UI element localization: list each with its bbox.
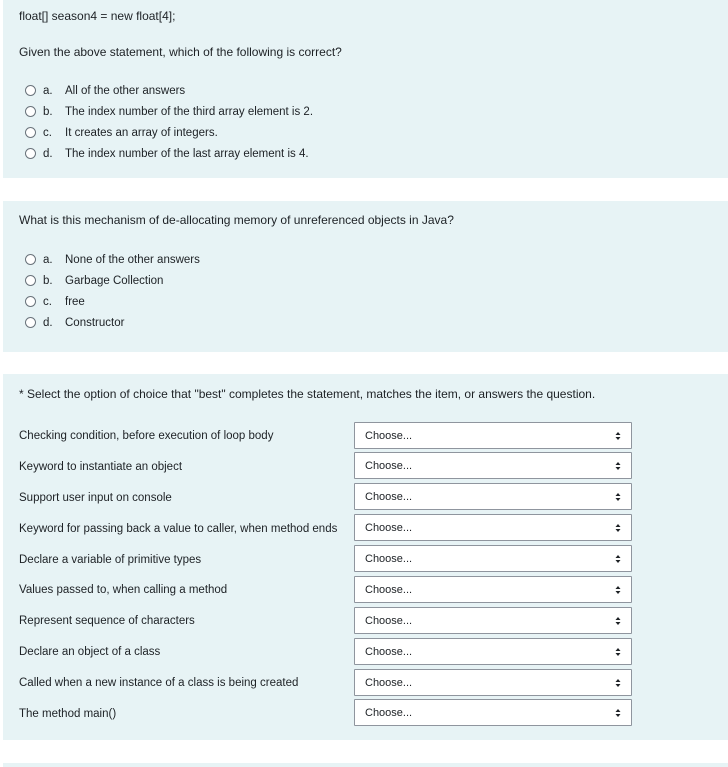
option-letter: d.: [43, 148, 53, 160]
up-down-arrows-icon: [615, 553, 621, 565]
radio-unselected-icon[interactable]: [25, 85, 36, 96]
option-letter: a.: [43, 85, 53, 97]
radio-unselected-icon[interactable]: [25, 275, 36, 286]
option-text: The index number of the third array element is 2.: [65, 106, 314, 118]
match-select-dropdown[interactable]: [354, 607, 632, 634]
match-select-dropdown[interactable]: [354, 514, 632, 541]
up-down-arrows-icon: [615, 707, 621, 719]
question-card-3: [3, 374, 728, 740]
select-value: Choose...: [365, 677, 413, 689]
up-down-arrows-icon: [615, 430, 621, 442]
up-down-arrows-icon: [615, 677, 621, 689]
option-letter: d.: [43, 317, 53, 329]
question-code-text: float[] season4 = new float[4];: [19, 9, 176, 23]
radio-unselected-icon[interactable]: [25, 317, 36, 328]
match-item-label: Called when a new instance of a class is being created: [19, 677, 299, 689]
select-value: Choose...: [365, 584, 413, 596]
question-prompt: * Select the option of choice that "best" completes the statement, matches the item, or answers the question.: [19, 387, 596, 401]
match-select-dropdown[interactable]: [354, 483, 632, 510]
option-text: All of the other answers: [65, 85, 186, 97]
select-value: Choose...: [365, 707, 413, 719]
option-letter: c.: [43, 127, 52, 139]
match-select-dropdown[interactable]: [354, 452, 632, 479]
select-value: Choose...: [365, 491, 413, 503]
match-select-dropdown[interactable]: [354, 638, 632, 665]
match-item-label: Support user input on console: [19, 492, 172, 504]
radio-unselected-icon[interactable]: [25, 127, 36, 138]
question-card-1: [3, 0, 728, 178]
select-value: Choose...: [365, 430, 413, 442]
question-prompt: Given the above statement, which of the following is correct?: [19, 45, 342, 59]
select-value: Choose...: [365, 460, 413, 472]
up-down-arrows-icon: [615, 460, 621, 472]
radio-unselected-icon[interactable]: [25, 296, 36, 307]
match-item-label: Values passed to, when calling a method: [19, 584, 228, 596]
option-text: free: [65, 296, 85, 308]
select-value: Choose...: [365, 522, 413, 534]
match-select-dropdown[interactable]: [354, 422, 632, 449]
match-item-label: Keyword to instantiate an object: [19, 461, 183, 473]
option-letter: b.: [43, 106, 53, 118]
option-letter: b.: [43, 275, 53, 287]
question-card-2: [3, 201, 728, 352]
match-item-label: Keyword for passing back a value to caller, when method ends: [19, 523, 338, 535]
up-down-arrows-icon: [615, 522, 621, 534]
select-value: Choose...: [365, 553, 413, 565]
up-down-arrows-icon: [615, 646, 621, 658]
up-down-arrows-icon: [615, 584, 621, 596]
up-down-arrows-icon: [615, 615, 621, 627]
match-select-dropdown[interactable]: [354, 669, 632, 696]
option-text: Garbage Collection: [65, 275, 164, 287]
match-item-label: Represent sequence of characters: [19, 615, 195, 627]
radio-unselected-icon[interactable]: [25, 254, 36, 265]
radio-unselected-icon[interactable]: [25, 148, 36, 159]
match-select-dropdown[interactable]: [354, 545, 632, 572]
match-select-dropdown[interactable]: [354, 699, 632, 726]
option-text: It creates an array of integers.: [65, 127, 218, 139]
option-letter: c.: [43, 296, 52, 308]
select-value: Choose...: [365, 615, 413, 627]
match-item-label: Checking condition, before execution of loop body: [19, 430, 274, 442]
select-value: Choose...: [365, 646, 413, 658]
match-item-label: Declare a variable of primitive types: [19, 554, 202, 566]
match-select-dropdown[interactable]: [354, 576, 632, 603]
option-text: Constructor: [65, 317, 125, 329]
question-card-next: [3, 763, 728, 767]
up-down-arrows-icon: [615, 491, 621, 503]
option-letter: a.: [43, 254, 53, 266]
radio-unselected-icon[interactable]: [25, 106, 36, 117]
option-text: The index number of the last array element is 4.: [65, 148, 309, 160]
option-text: None of the other answers: [65, 254, 200, 266]
question-prompt: What is this mechanism of de-allocating memory of unreferenced objects in Java?: [19, 213, 454, 227]
match-item-label: The method main(): [19, 708, 117, 720]
match-item-label: Declare an object of a class: [19, 646, 161, 658]
